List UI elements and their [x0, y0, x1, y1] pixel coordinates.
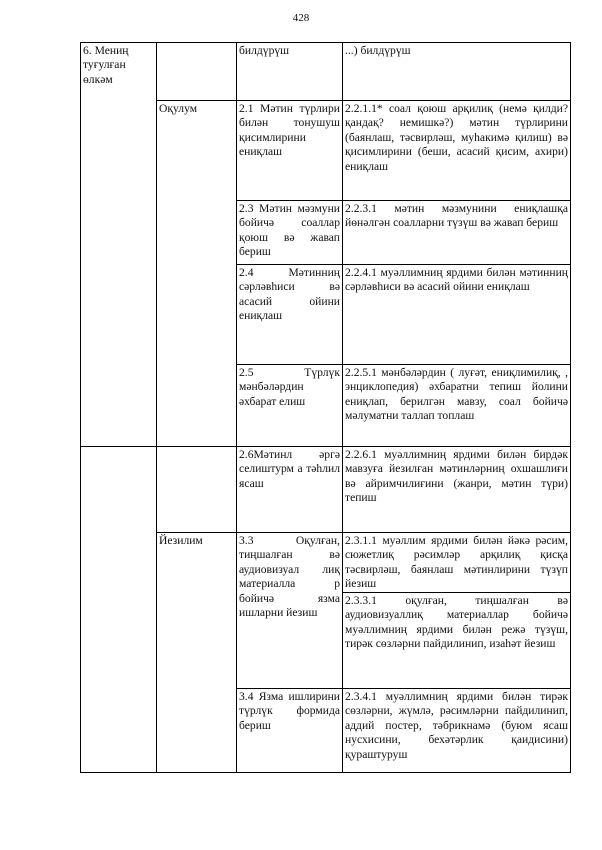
outcome-cell: [343, 593, 571, 689]
outcome-text: 2.2.1.1* соал қоюш арқилиқ (немә қилди? қандақ? немишкә?) мәтин түрлирини (баянлаш, тәсвирләш, муһакимә қилиш) вә қисимлирини (беши, асасий қисим, ахири) ениқлаш: [345, 102, 568, 173]
skill-reading-label: Оқулум: [159, 102, 198, 115]
objective-cell: [237, 689, 343, 773]
skill-cell: [157, 447, 237, 533]
curriculum-table: [80, 42, 571, 773]
objective-cell: [237, 533, 343, 689]
skill-cell: [157, 533, 237, 773]
objective-cell: [237, 265, 343, 365]
outcome-text: 2.3.1.1 муәллим ярдими билән йәкә рәсим, сюжетлиқ рәсимләр арқилиқ қисқа тәсвирләш, баянлаш мәтинлирини түзүп йезиш: [345, 534, 568, 591]
section-title: 6. Мениң туғулған өлкәм: [83, 44, 129, 86]
objective-text: билдүрүш: [239, 44, 290, 57]
skill-cell: [157, 101, 237, 447]
objective-text: 2.5 Түрлүк мәнбәләрдин әхбарат елиш: [239, 366, 340, 408]
outcome-text: 2.2.4.1 муәллимниң ярдими билән мәтинниң сәрләвһиси вә асасий ойини ениқлаш: [345, 266, 568, 294]
outcome-cell: [343, 201, 571, 265]
table-row: [81, 43, 571, 101]
objective-cell: [237, 365, 343, 447]
page-number: 428: [292, 12, 310, 24]
outcome-cell: [343, 43, 571, 101]
objective-text: 2.3 Мәтин мәзмуни бойичә соаллар қоюш вә жавап бериш: [239, 202, 340, 259]
objective-cell: [237, 43, 343, 101]
outcome-text: 2.3.3.1 оқулған, тиңшалған вә аудиовизуаллиқ материаллар бойичә муәллимниң ярдими билән режә түзүш, тирәк сөзләрни пайдилинип, изаһәт йезиш: [345, 594, 568, 651]
skill-cell: [157, 43, 237, 101]
objective-text: 2.1 Мәтин түрлири билән тонушуш қисимлирини ениқлаш: [239, 102, 340, 159]
outcome-cell: [343, 689, 571, 773]
table-row: [81, 447, 571, 533]
outcome-cell: [343, 101, 571, 201]
outcome-cell: [343, 447, 571, 533]
outcome-text: 2.2.5.1 мәнбәләрдин ( луғәт, ениқлимилиқ, , энциклопедия) әхбаратни тепиш йолини ениқлап, берилгән мавзу, соал бойичә мәлуматни таллап топлаш: [345, 366, 568, 423]
outcome-cell: [343, 265, 571, 365]
skill-writing-label: Йезилим: [159, 534, 203, 547]
objective-cell: [237, 447, 343, 533]
objective-text: 2.4 Мәтинниң сәрләвһиси вә асасий ойини ениқлаш: [239, 266, 340, 323]
outcome-text: 2.2.6.1 муәллимниң ярдими билән бирдәк мавзуға йезилған мәтинләрниң охшашлиғи вә айримчилиғини (жанри, мәтин түри) тепиш: [345, 448, 568, 505]
section-cell: [81, 43, 157, 447]
outcome-text: 2.2.3.1 мәтин мәзмунини ениқлашқа йөнәлгән соалларни түзүш вә жавап бериш: [345, 202, 568, 230]
outcome-text: 2.3.4.1 муәллимниң ярдими билән тирәк сөзләрни, жүмлә, рәсимләрни пайдилинип, аддий постер, тәбрикнамә (буюм ясаш нусхисини, бехәтәрлик қаидисини) қураштуруш: [345, 690, 568, 761]
section-cell: [81, 447, 157, 773]
objective-cell: [237, 101, 343, 201]
objective-cell: [237, 201, 343, 265]
outcome-text: ...) билдүрүш: [345, 44, 411, 57]
objective-text: 2.6Мәтинл әргә селиштурм а тәһлил ясаш: [239, 448, 340, 490]
outcome-cell: [343, 365, 571, 447]
outcome-cell: [343, 533, 571, 593]
objective-text: 3.4 Язма ишлирини түрлүк формида бериш: [239, 690, 340, 732]
objective-text: 3.3 Оқулған, тиңшалған вә аудиовизуал лиқ материалла р бойичә язма ишларни йезиш: [239, 534, 340, 620]
